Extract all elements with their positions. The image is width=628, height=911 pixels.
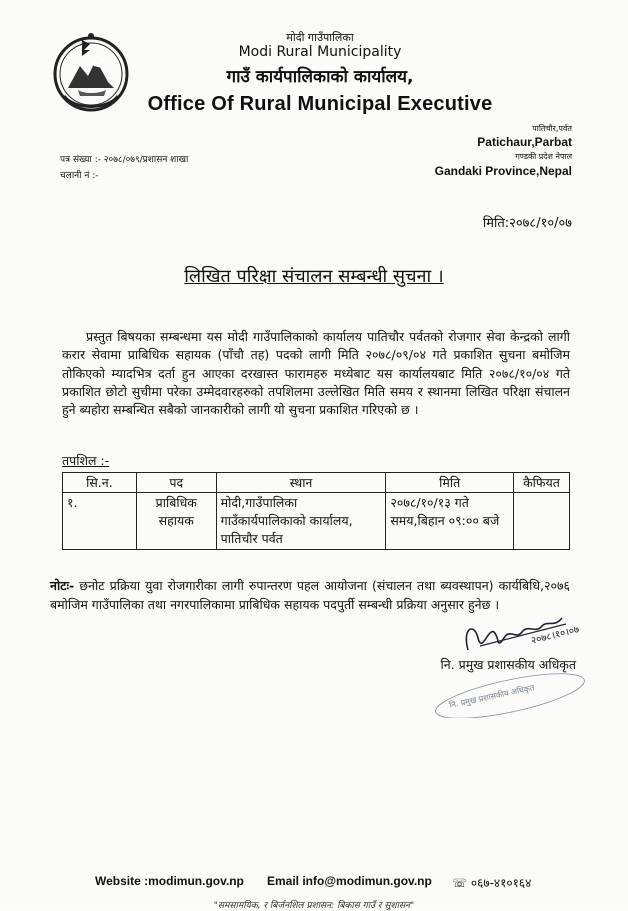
cell-place: मोदी,गाउँपालिका गाउँकार्यपालिकाको कार्यालय, पातिचौर पर्वत [216, 493, 386, 550]
note-label: नोटः- [50, 578, 75, 593]
address-english-province: Gandaki Province,Nepal [434, 164, 572, 178]
body-text: प्रस्तुत बिषयका सम्बन्धमा यस मोदी गाउँपालिकाको कार्यालय पातिचौर पर्वतको रोजगार सेवा केन्द्रको लागी करार सेवामा प्राबिधिक सहायक (पाँचौ तह) पदको लागी मिति २०७८/०९/०४ गते प्रकाशित सुचना बमोजिम तोकिएको म्यादभित्र दर्ता हुन आएका दरखास्त फारामहरु मध्येबाट यस कार्यालयबाट मिति २०७८/१०/०४ गते प्रकाशित छोटो सुचीमा परेका उम्मेदवारहरुको तपशिलमा उल्लेखित मिति समय र स्थानमा लिखित परिक्षा संचालन हुने ब्यहोरा सम्बन्धित सबैको जानकारीको लागी यो सुचना प्रकाशित गरिएको छ । [62, 329, 570, 418]
cell-remarks [514, 493, 570, 550]
nepal-emblem-icon [50, 30, 132, 116]
footer-phone-number: ०६७-४१०१६४ [470, 876, 532, 890]
notice-date: मिति:२०७८/१०/०७ [482, 216, 572, 231]
header-line-nepali-municipality: मोदी गाउँपालिका [286, 31, 354, 44]
cell-date: २०७८/१०/१३ गते समय,बिहान ०९:०० बजे [386, 493, 514, 550]
note-text: छनोट प्रक्रिया युवा रोजगारीका लागी रुपान्तरण पहल आयोजना (संचालन तथा ब्यवस्थापन) कार्यबिधि,२०७६ बमोजिम गाउँपालिका तथा नगरपालिकामा प्राबिधिक सहायक पदपुर्ती सम्बन्धी प्रक्रिया अनुसार हुनेछ । [50, 578, 570, 612]
column-header-remarks: कैफियत [514, 473, 570, 493]
table-row [63, 493, 570, 550]
signatory-title: नि. प्रमुख प्रशासकीय अधिकृत [440, 657, 576, 672]
cell-sn: १. [63, 493, 137, 550]
dispatch-number: चलानी नं :- [60, 171, 99, 181]
address-english-place: Patichaur,Parbat [477, 135, 572, 149]
stamp-text: नि. प्रमुख प्रशासकीय अधिकृत [448, 683, 536, 710]
column-header-date: मिति [386, 473, 514, 493]
footer-phone [452, 874, 531, 891]
table-header-row [63, 473, 570, 493]
column-header-post: पद [136, 473, 216, 493]
address-nepali-province: गण्डकी प्रदेश नेपाल [515, 152, 572, 161]
body-paragraph [62, 328, 570, 419]
header-line-english-office: Office Of Rural Municipal Executive [147, 93, 493, 115]
notice-title [0, 264, 628, 288]
address-nepali-place: पातिचौर,पर्वत [532, 124, 572, 133]
notice-title-text: लिखित परिक्षा संचालन सम्बन्धी सुचना । [184, 266, 444, 287]
footer-slogan: "समसामयिक, र बिर्जनशिल प्रशासन: बिकास गाउँ र सुशासन" [213, 901, 415, 911]
header-line-english-municipality: Modi Rural Municipality [238, 44, 402, 60]
header-line-nepali-office: गाउँ कार्यपालिकाको कार्यालय, [226, 67, 414, 87]
reference-number: पत्र संख्या :- २०७८/०७९/प्रशासन शाखा [60, 155, 189, 165]
telephone-icon: ☏ [452, 876, 468, 890]
column-header-place: स्थान [216, 473, 386, 493]
details-table [62, 472, 570, 550]
signature-date: २०७८।१०।०७ [530, 624, 581, 647]
footer-website: Website :modimun.gov.np [95, 874, 244, 888]
column-header-sn: सि.न. [63, 473, 137, 493]
footer-email: Email info@modimun.gov.np [267, 874, 432, 888]
table-label: तपशिल :- [62, 453, 110, 468]
cell-post: प्राबिधिक सहायक [136, 493, 216, 550]
